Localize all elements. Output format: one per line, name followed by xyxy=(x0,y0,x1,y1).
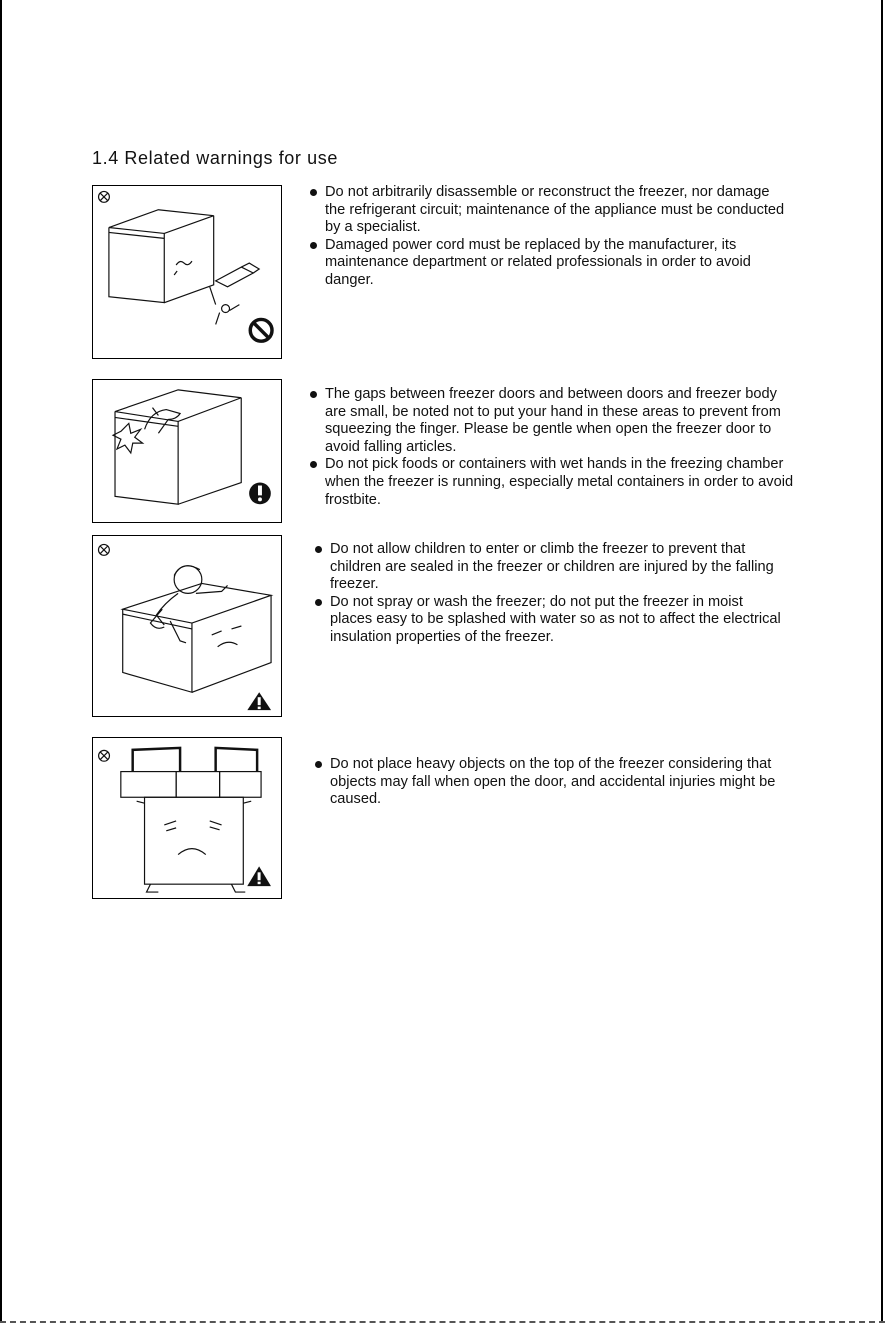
warning-item: Do not allow children to enter or climb the freezer to prevent that children are sealed in the freezer or children are injured by the falling freezer. xyxy=(313,541,783,594)
warning-item: Do not pick foods or containers with wet hands in the freezing chamber when the freezer is running, especially metal containers in order to avoid frostbite. xyxy=(308,456,794,509)
illustration-disassembly xyxy=(92,185,282,359)
warning-item: The gaps between freezer doors and between doors and freezer body are small, be noted not to put your hand in these areas to prevent from squeezing the finger. Please be gentle when open the freezer door to avoid falling articles. xyxy=(308,386,794,456)
warning-triangle-icon xyxy=(247,692,271,710)
warning-item: Do not spray or wash the freezer; do not put the freezer in moist places easy to be splashed with water so as not to affect the electrical insulation properties of the freezer. xyxy=(313,594,783,647)
freezer-drawing xyxy=(115,390,241,504)
caution-exclamation-icon xyxy=(249,483,271,505)
child-drawing xyxy=(150,566,227,643)
pinch-burst-drawing xyxy=(113,423,143,453)
no-symbol-icon xyxy=(99,191,110,202)
section-title: 1.4 Related warnings for use xyxy=(92,148,338,168)
freezer-character-drawing xyxy=(137,797,252,892)
stacked-boxes-drawing xyxy=(121,748,261,797)
illustration-heavy-objects xyxy=(92,737,282,899)
warning-item: Do not place heavy objects on the top of the freezer considering that objects may fall when open the door, and accidental injuries might be caused. xyxy=(313,756,783,809)
warning-triangle-icon xyxy=(247,866,271,886)
page-cut-line xyxy=(0,1321,885,1323)
warning-list-3 xyxy=(313,541,783,647)
tools-drawing xyxy=(210,263,259,324)
warning-list-4 xyxy=(313,756,783,809)
illustration-door-gap xyxy=(92,379,282,523)
warning-list-2 xyxy=(308,386,794,509)
no-symbol-icon xyxy=(99,750,110,761)
no-symbol-icon xyxy=(98,544,109,555)
prohibit-icon xyxy=(250,319,272,341)
freezer-drawing xyxy=(109,210,214,303)
warning-item: Do not arbitrarily disassemble or reconstruct the freezer, nor damage the refrigerant circuit; maintenance of the appliance must be conducted by a specialist. xyxy=(308,184,786,237)
warning-list-1 xyxy=(308,184,786,290)
freezer-drawing xyxy=(123,583,271,692)
illustration-child-climbing xyxy=(92,535,282,717)
warning-item: Damaged power cord must be replaced by the manufacturer, its maintenance department or related professionals in order to avoid danger. xyxy=(308,237,786,290)
